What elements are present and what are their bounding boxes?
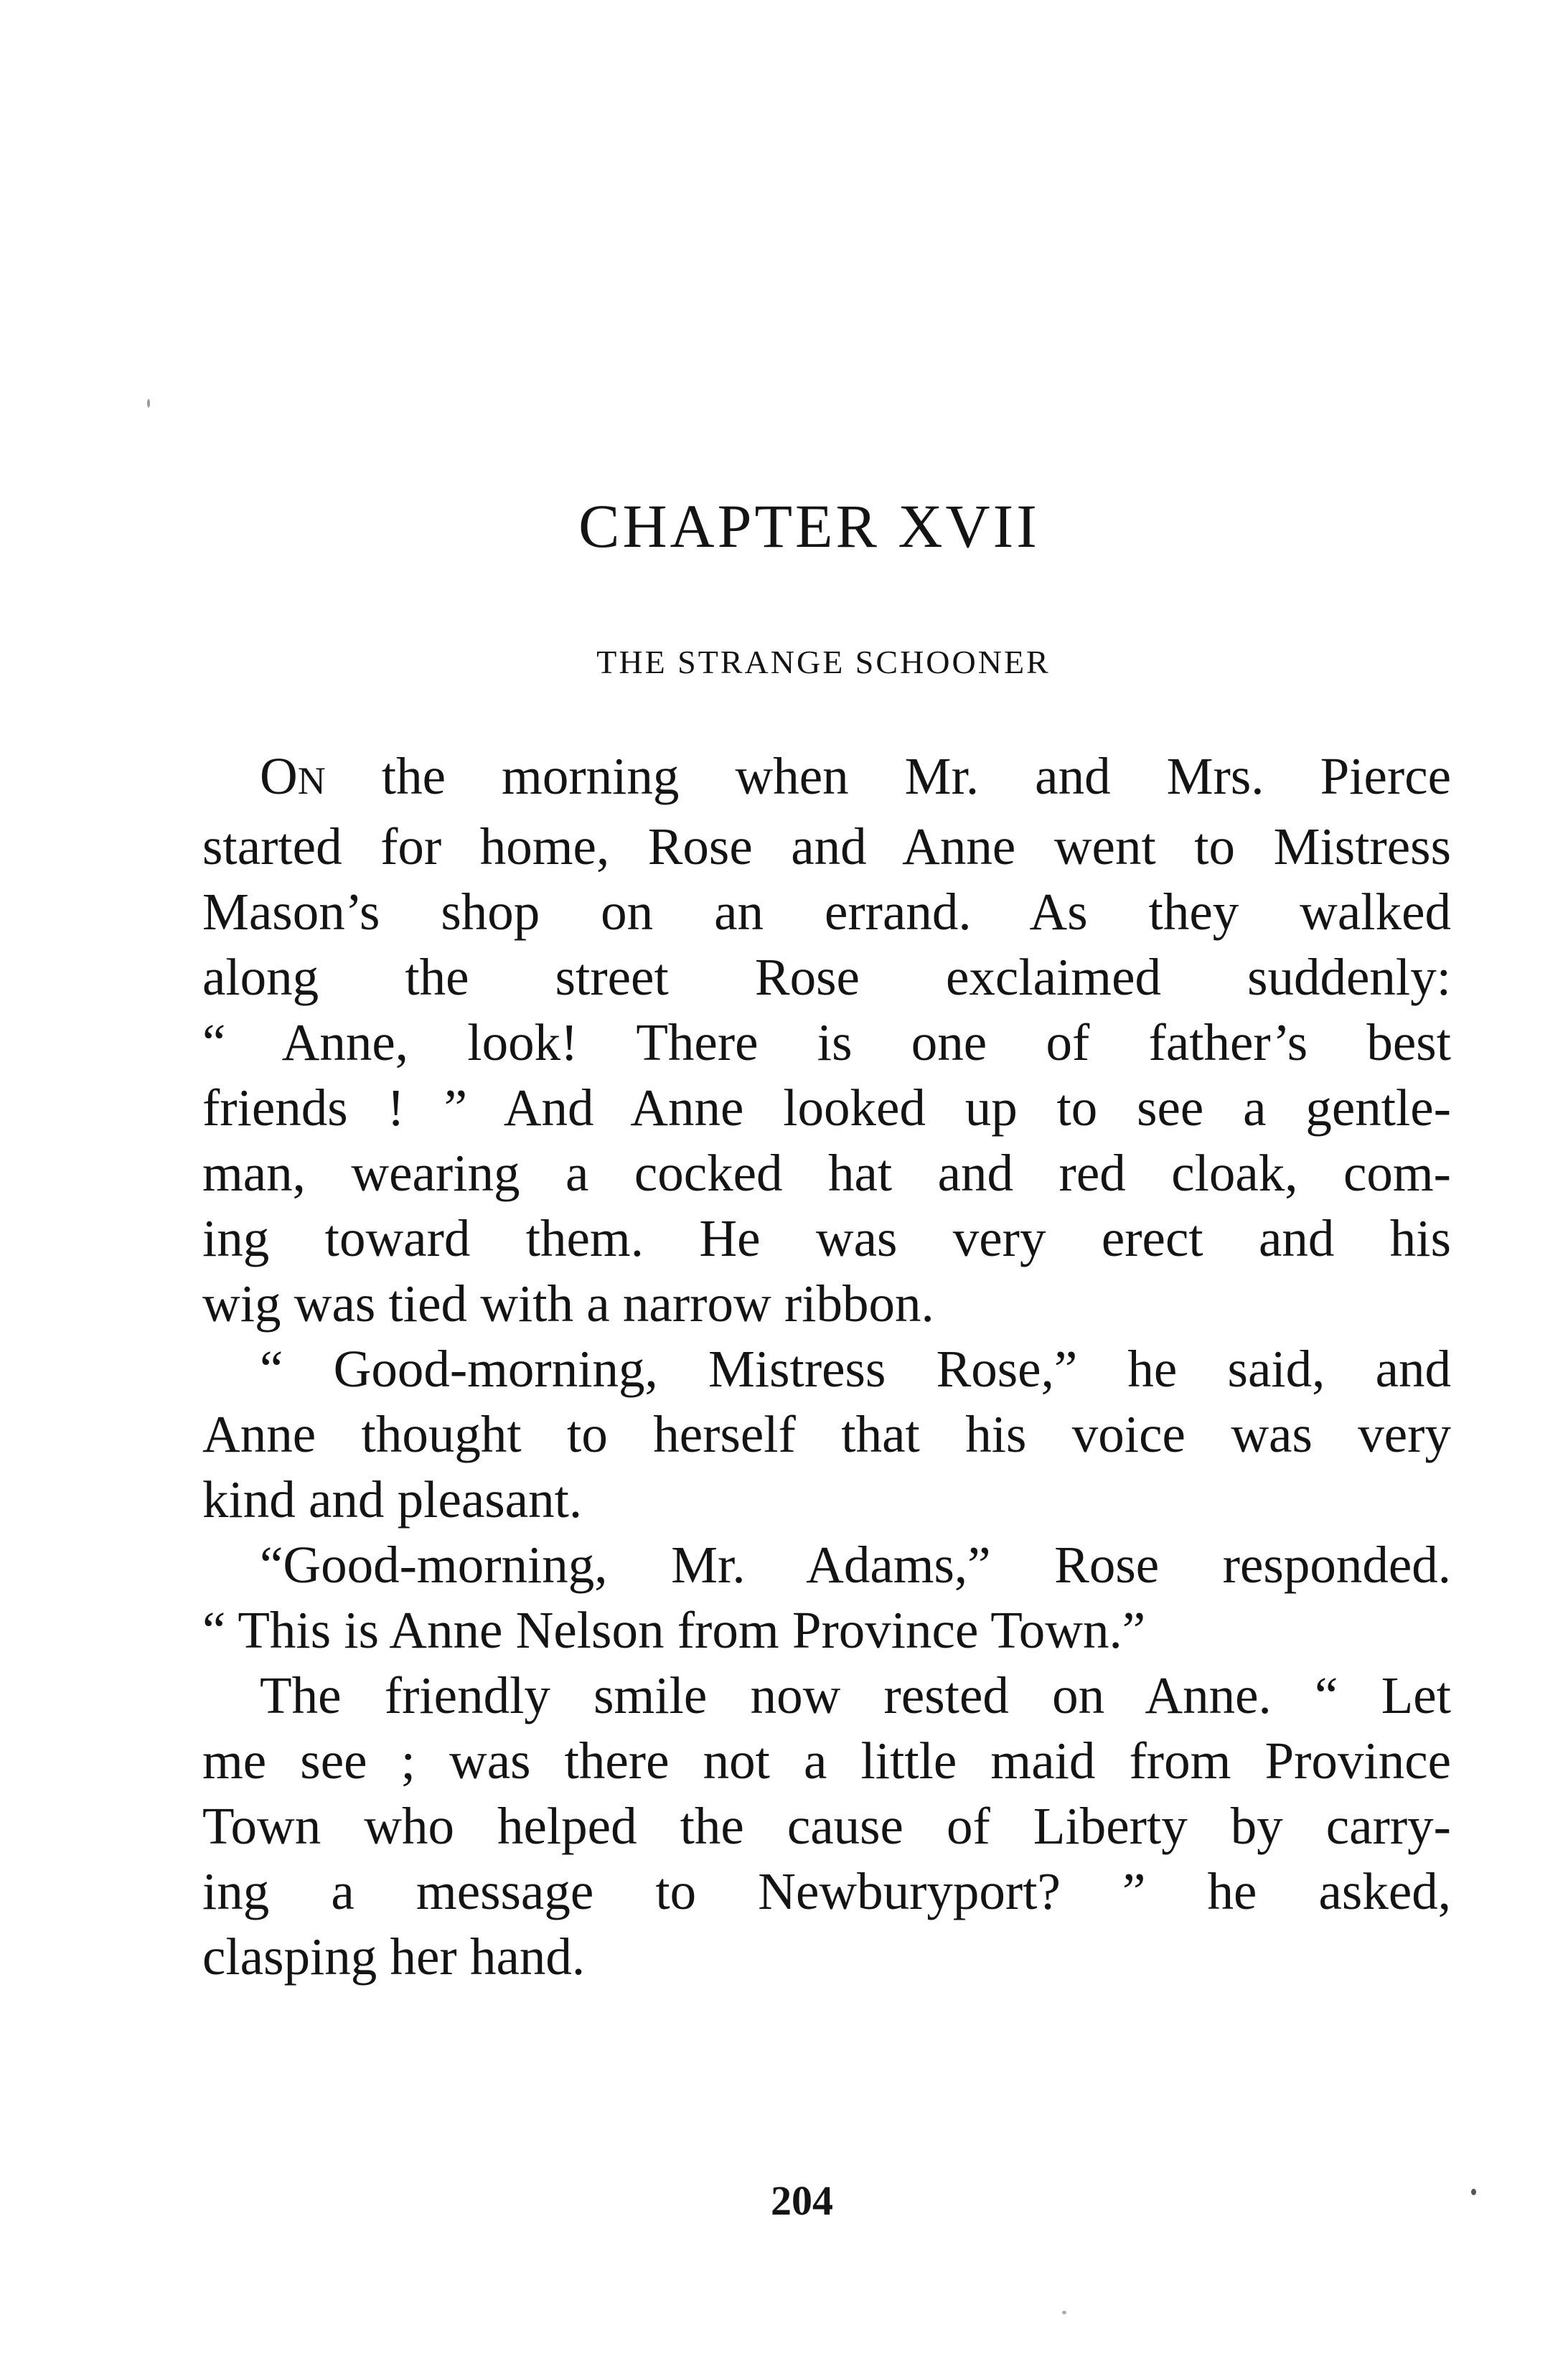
text-line: friends ! ” And Anne looked up to see a gentle- xyxy=(202,1079,1451,1137)
chapter-body xyxy=(202,743,1451,1989)
dropcap-letter: O xyxy=(260,747,298,805)
text-line: man, wearing a cocked hat and red cloak, com- xyxy=(202,1144,1451,1202)
text-line: “ Anne, look! There is one of father’s best xyxy=(202,1013,1451,1071)
scan-speck xyxy=(147,399,150,408)
smallcaps-letters: N xyxy=(297,759,326,802)
chapter-subtitle: THE STRANGE SCHOONER xyxy=(596,644,1051,680)
text-line: along the street Rose exclaimed suddenly: xyxy=(202,948,1451,1006)
text-line: “Good-morning, Mr. Adams,” Rose responded. xyxy=(260,1536,1451,1594)
text-line-content: the morning when Mr. and Mrs. Pierce xyxy=(325,747,1451,805)
text-line: wig was tied with a narrow ribbon. xyxy=(202,1274,934,1333)
page-number: 204 xyxy=(771,2177,833,2224)
text-line: Mason’s shop on an errand. As they walked xyxy=(202,883,1451,941)
text-line: “ Good-morning, Mistress Rose,” he said, and xyxy=(260,1340,1451,1398)
scan-speck xyxy=(1062,2311,1066,2314)
text-line: “ This is Anne Nelson from Province Town.” xyxy=(202,1601,1146,1659)
text-line: Anne thought to herself that his voice was very xyxy=(202,1405,1451,1463)
text-line: The friendly smile now rested on Anne. “ Let xyxy=(260,1666,1451,1724)
text-line: Town who helped the cause of Liberty by carry- xyxy=(202,1797,1451,1855)
text-line: started for home, Rose and Anne went to Mistress xyxy=(202,817,1451,875)
text-line: ing toward them. He was very erect and his xyxy=(202,1209,1451,1267)
text-line: clasping her hand. xyxy=(202,1928,586,1986)
scan-speck xyxy=(1471,2189,1476,2195)
text-line: me see ; was there not a little maid from Province xyxy=(202,1732,1451,1790)
text-line: kind and pleasant. xyxy=(202,1470,583,1529)
text-line xyxy=(202,743,1451,814)
chapter-title: CHAPTER XVII xyxy=(578,492,1040,560)
text-line: ing a message to Newburyport? ” he asked, xyxy=(202,1862,1451,1920)
